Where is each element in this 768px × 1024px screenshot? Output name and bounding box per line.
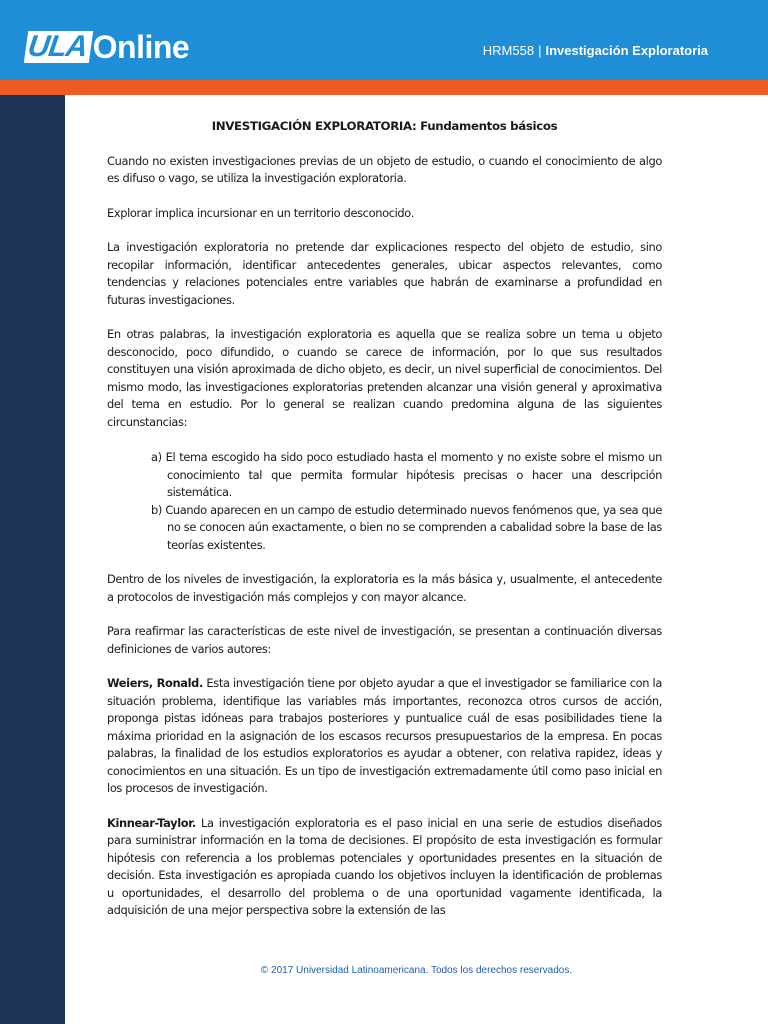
author-name: Kinnear-Taylor. [107, 815, 196, 830]
logo-ula-mark: ULA [24, 31, 93, 63]
course-separator: | [538, 43, 542, 58]
paragraph: Dentro de los niveles de investigación, la exploratoria es la más básica y, usualmente, el antecedente a protocolos de investigación más complejos y con mayor alcance. [107, 572, 662, 604]
header-bar [0, 0, 768, 80]
paragraph: La investigación exploratoria no pretende dar explicaciones respecto del objeto de estudio, sino recopilar información, identificar antecedentes generales, ubicar aspectos relevantes, como tendencias y relaciones potenciales entre variables que habrán de examinarse a profundidad en futuras investigaciones. [107, 240, 662, 307]
author-name: Weiers, Ronald. [107, 676, 203, 690]
list-item: a) El tema escogido ha sido poco estudiado hasta el momento y no existe sobre el mismo un conocimiento tal que permita formular hipótesis precisas o hacer una descripción sistemática. [151, 450, 662, 499]
course-title: Investigación Exploratoria [545, 43, 708, 58]
copyright-footer: © 2017 Universidad Latinoamericana. Todos los derechos reservados. [260, 965, 573, 976]
accent-bar [0, 80, 768, 95]
list-item: b) Cuando aparecen en un campo de estudio determinado nuevos fenómenos que, ya sea que no se conocen aún exactamente, o bien no se comprenden a cabalidad sobre la base de las teorías existentes. [151, 502, 662, 552]
author-text: Esta investigación tiene por objeto ayudar a que el investigador se familiarice con la situación problema, identifique las variables más importantes, reconozca otros cursos de acción, proponga pistas idóneas para trabajos posteriores y puntualice cuál de esas posibilidades tiene la máxima prioridad en la asignación de los escasos recursos presupuestarios de la empresa. En pocas palabras, la finalidad de los estudios exploratorios es ayudar a obtener, con relativa rapidez, ideas y conocimientos en una situación. Es un tipo de investigación extremadamente útil como paso inicial en los procesos de investigación. [107, 676, 663, 795]
document-title: INVESTIGACIÓN EXPLORATORIA: Fundamentos básicos [211, 119, 558, 133]
paragraph: Cuando no existen investigaciones previas de un objeto de estudio, o cuando el conocimiento de algo es difuso o vago, se utiliza la investigación exploratoria. [107, 153, 662, 185]
logo-online-text: Online [92, 29, 190, 65]
paragraph: En otras palabras, la investigación exploratoria es aquella que se realiza sobre un tema u objeto desconocido, poco difundido, o cuando se carece de información, por lo que sus resultados constituyen una visión aproximada de dicho objeto, es decir, un nivel superficial de conocimientos. Del mismo modo, las investigaciones exploratorias pretenden alcanzar una visión general y aproximativa del tema en estudio. Por lo general se realizan cuando predomina alguna de las siguientes circunstancias: [107, 327, 662, 429]
circumstances-list [151, 449, 662, 554]
course-code: HRM558 [482, 43, 535, 58]
author-definition [107, 675, 662, 798]
author-text: La investigación exploratoria es el paso inicial en una serie de estudios diseñados para suministrar información en la toma de decisiones. El propósito de esta investigación es formular hipótesis con referencia a los problemas potenciales y oportunidades presentes en la situación de decisión. Esta investigación es apropiada cuando los objetivos incluyen la identificación de problemas u oportunidades, el desarrollo del problema o de una oportunidad vagamente identificada, la adquisición de una mejor perspectiva sobre la extensión de las [107, 815, 662, 917]
course-info [483, 43, 708, 58]
paragraph: Explorar implica incursionar en un territorio desconocido. [107, 205, 414, 220]
author-definition [107, 815, 662, 920]
document-body [107, 118, 662, 937]
sidebar-band [0, 95, 65, 1024]
paragraph: Para reafirmar las características de este nivel de investigación, se presentan a continuación diversas definiciones de varios autores: [107, 624, 662, 656]
ula-online-logo [26, 30, 189, 64]
